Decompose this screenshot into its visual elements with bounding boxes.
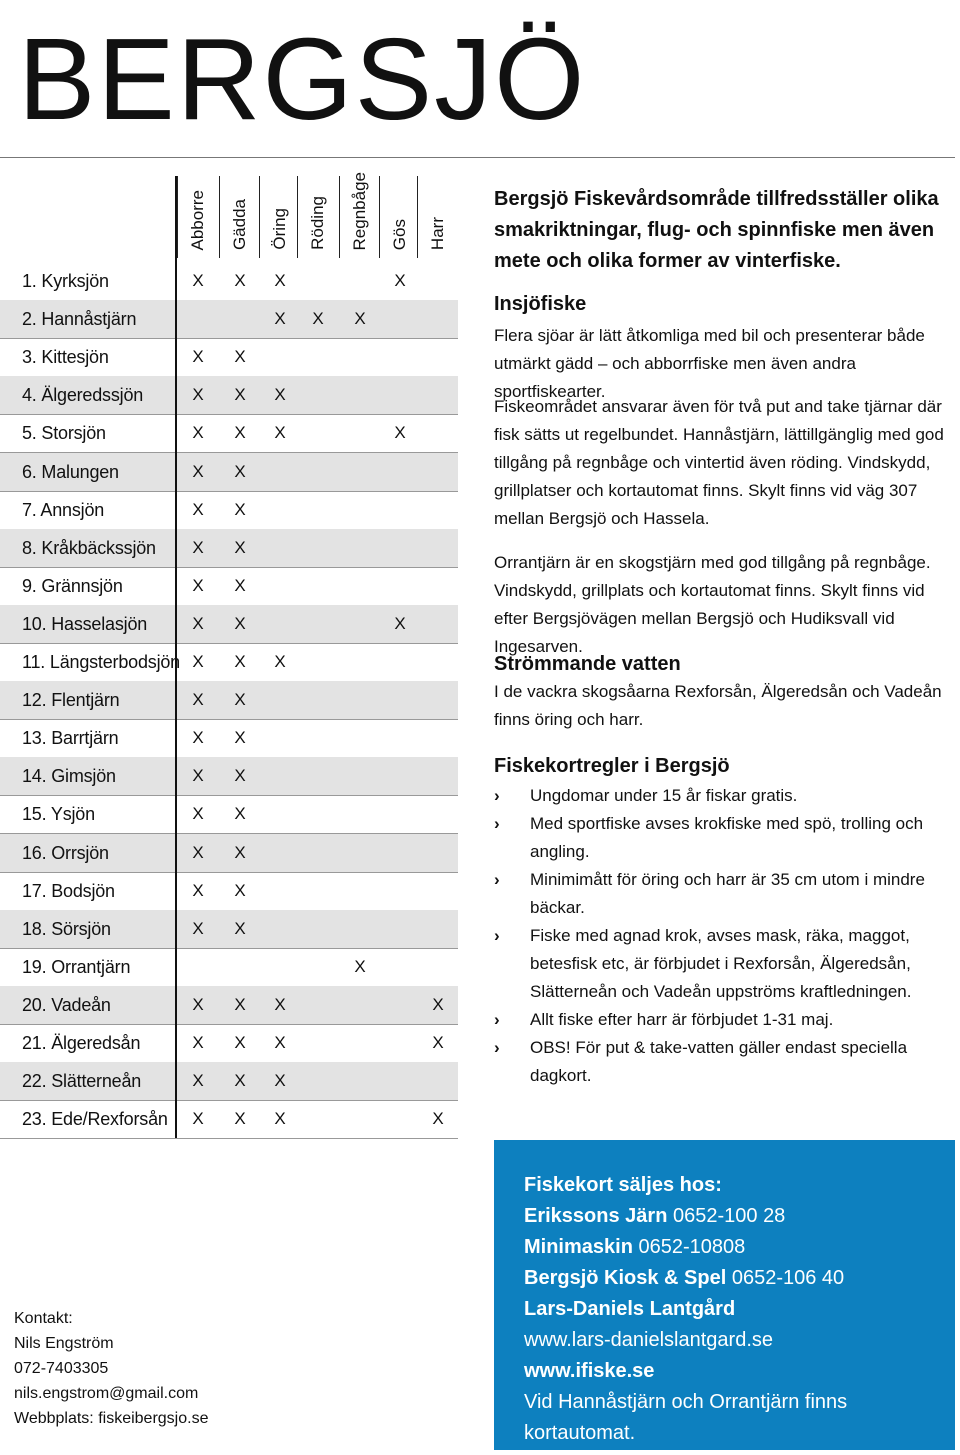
species-mark: X (394, 613, 406, 633)
species-mark: X (274, 385, 286, 405)
column-divider (259, 176, 260, 258)
rule-text: Minimimått för öring och harr är 35 cm utom i mindre bäckar. (530, 870, 925, 917)
species-mark: X (192, 613, 204, 633)
column-divider (379, 176, 380, 258)
table-row (0, 948, 458, 987)
seller-phone: 0652-10808 (638, 1236, 746, 1258)
species-mark: X (394, 271, 406, 290)
sellers-note: Vid Hannåstjärn och Orrantjärn finns kortautomat. (524, 1391, 848, 1444)
column-header (418, 170, 458, 250)
seller-name: Bergsjö Kiosk & Spel (524, 1267, 727, 1289)
species-mark: X (234, 1071, 246, 1091)
lake-name: 3. Kittesjön (22, 347, 109, 368)
lake-name: 7. Annsjön (22, 499, 105, 520)
table-row (0, 529, 458, 568)
chevron-right-icon: › (494, 926, 500, 945)
table-row (0, 1100, 458, 1139)
seller-name: Lars-Daniels Lantgård (524, 1298, 736, 1320)
column-divider (297, 176, 298, 258)
lake-name: 1. Kyrksjön (22, 271, 109, 291)
title-divider (0, 157, 955, 158)
species-mark: X (192, 842, 204, 862)
lake-name: 16. Orrsjön (22, 842, 109, 863)
species-mark: X (234, 690, 246, 710)
species-mark: X (192, 690, 204, 710)
contact-label: Kontakt: (14, 1310, 73, 1327)
lake-name: 6. Malungen (22, 461, 119, 482)
lake-name: 4. Älgeredssjön (22, 385, 144, 406)
rule-text: Ungdomar under 15 år fiskar gratis. (530, 786, 798, 805)
seller-phone: 0652-100 28 (672, 1205, 786, 1227)
column-divider (177, 176, 178, 258)
species-mark: X (192, 766, 204, 786)
seller-name: Erikssons Järn (524, 1205, 668, 1227)
rule-text: Fiske med agnad krok, avses mask, räka, maggot, betesfisk etc, är förbjudet i Rexforsån, Älgeredsån, Slätterneån och Vadeån uppströms kraftledningen. (530, 926, 912, 1001)
seller-url-ifiske[interactable]: www.ifiske.se (524, 1360, 655, 1382)
species-mark: X (234, 918, 246, 938)
table-row (0, 643, 458, 682)
rule-item (494, 866, 954, 922)
species-mark: X (234, 613, 246, 633)
species-mark: X (234, 804, 246, 824)
lake-name: 23. Ede/Rexforsån (22, 1109, 168, 1130)
column-header-label: Harr (428, 216, 447, 250)
species-mark: X (274, 309, 286, 329)
column-divider (339, 176, 340, 258)
species-mark: X (274, 423, 286, 443)
sellers-heading: Fiskekort säljes hos: (524, 1174, 722, 1196)
intro-text: Bergsjö Fiskevårdsområde tillfredsställer olika smakriktningar, flug- och spinnfiske men även mete och olika former av vinterfiske. (494, 188, 939, 272)
column-header-label: Gädda (230, 198, 249, 250)
chevron-right-icon: › (494, 1038, 500, 1057)
species-mark: X (234, 461, 246, 481)
rule-text: Med sportfiske avses krokfiske med spö, trolling och angling. (530, 814, 924, 861)
column-header (298, 170, 338, 250)
species-mark: X (192, 461, 204, 481)
rule-item (494, 1034, 954, 1090)
species-mark: X (192, 347, 204, 367)
table-row (0, 605, 458, 644)
table-row (0, 453, 458, 492)
rule-text: Allt fiske efter harr är förbjudet 1-31 maj. (530, 1010, 834, 1029)
sellers-list (524, 1201, 945, 1325)
species-mark: X (354, 956, 366, 976)
contact-phone: 072-7403305 (14, 1360, 109, 1377)
chevron-right-icon: › (494, 786, 500, 805)
lake-name: 2. Hannåstjärn (22, 309, 137, 330)
species-mark: X (354, 309, 366, 329)
species-mark: X (234, 994, 246, 1014)
table-row (0, 986, 458, 1025)
lake-name: 8. Kråkbäckssjön (22, 537, 156, 558)
strommande-paragraph: I de vackra skogsåarna Rexforsån, Älgeredsån och Vadeån finns öring och harr. (494, 682, 942, 729)
page-title: BERGSJÖ (18, 14, 587, 144)
table-row (0, 910, 458, 949)
species-mark: X (192, 1033, 204, 1052)
column-header-label: Regnbåge (350, 171, 369, 250)
column-header-label: Röding (308, 196, 327, 250)
species-mark: X (234, 423, 246, 443)
column-divider (417, 176, 418, 258)
table-row (0, 757, 458, 796)
lake-name: 20. Vadeån (22, 994, 111, 1015)
rules-heading: Fiskekortregler i Bergsjö (494, 755, 730, 777)
species-mark: X (234, 880, 246, 900)
lake-name: 21. Älgeredsån (22, 1033, 141, 1053)
species-mark: X (432, 1033, 444, 1052)
table-row (0, 1024, 458, 1063)
species-mark: X (192, 499, 204, 519)
species-mark: X (192, 918, 204, 938)
lake-name: 13. Barrtjärn (22, 728, 119, 749)
species-mark: X (234, 728, 246, 748)
species-mark: X (234, 537, 246, 557)
rules-list (494, 782, 954, 1090)
species-mark: X (312, 309, 324, 329)
species-mark: X (234, 575, 246, 595)
rule-item (494, 1006, 954, 1034)
seller-item (524, 1201, 945, 1232)
column-header-label: Öring (270, 208, 289, 250)
species-mark: X (234, 1033, 246, 1052)
species-mark: X (274, 1071, 286, 1091)
insjofiske-paragraph-1: Flera sjöar är lätt åtkomliga med bil och presenterar både utmärkt gädd – och abborrfiske men även andra sportfiskearter. (494, 326, 925, 401)
species-mark: X (192, 1071, 204, 1091)
table-left-divider (175, 176, 177, 1138)
lake-name: 12. Flentjärn (22, 690, 120, 711)
insjofiske-heading: Insjöfiske (494, 293, 587, 315)
species-mark: X (234, 1109, 246, 1129)
insjofiske-paragraph-3: Orrantjärn är en skogstjärn med god tillgång på regnbåge. Vindskydd, grillplats och kortautomat finns. Skylt finns vid efter Bergsjövägen mellan Bergsjö och Hudiksvall vid Ingesarven. (494, 553, 931, 656)
table-row (0, 376, 458, 415)
lake-name: 18. Sörsjön (22, 918, 111, 939)
table-row (0, 338, 458, 377)
species-mark: X (274, 994, 286, 1014)
species-mark: X (234, 499, 246, 519)
rule-item (494, 782, 954, 810)
species-mark: X (192, 1109, 204, 1129)
contact-block (14, 1306, 208, 1431)
species-mark: X (274, 652, 286, 671)
column-header (220, 170, 260, 250)
contact-email[interactable]: nils.engstrom@gmail.com (14, 1385, 199, 1402)
species-mark: X (192, 652, 204, 671)
species-mark: X (192, 385, 204, 405)
table-row (0, 567, 458, 606)
species-mark: X (274, 1033, 286, 1052)
table-row (0, 300, 458, 339)
seller-url-lars-daniels[interactable]: www.lars-danielslantgard.se (524, 1329, 774, 1351)
chevron-right-icon: › (494, 814, 500, 833)
species-mark: X (192, 575, 204, 595)
column-header-label: Gös (390, 218, 409, 250)
seller-item (524, 1232, 945, 1263)
contact-website[interactable]: Webbplats: fiskeibergsjo.se (14, 1410, 209, 1427)
rule-item (494, 810, 954, 866)
chevron-right-icon: › (494, 1010, 500, 1029)
table-row (0, 834, 458, 873)
table-row (0, 719, 458, 758)
species-mark: X (192, 423, 204, 443)
column-header (260, 170, 300, 250)
lake-name: 17. Bodsjön (22, 880, 115, 901)
species-mark: X (192, 271, 204, 290)
column-header (380, 170, 420, 250)
contact-name: Nils Engström (14, 1335, 114, 1352)
species-mark: X (234, 271, 246, 290)
seller-name: Minimaskin (524, 1236, 633, 1258)
lake-name: 5. Storsjön (22, 423, 106, 444)
species-mark: X (192, 880, 204, 900)
table-row (0, 1062, 458, 1101)
lake-name: 19. Orrantjärn (22, 956, 131, 977)
seller-item (524, 1294, 945, 1325)
species-mark: X (394, 423, 406, 443)
species-mark: X (192, 728, 204, 748)
sellers-box (494, 1140, 955, 1450)
lake-name: 14. Gimsjön (22, 766, 116, 787)
species-mark: X (192, 537, 204, 557)
species-mark: X (234, 766, 246, 786)
column-header (178, 170, 218, 250)
lake-name: 11. Längsterbodsjön (22, 652, 180, 672)
table-row (0, 795, 458, 834)
species-mark: X (192, 994, 204, 1014)
species-mark: X (274, 1109, 286, 1129)
column-header-label: Abborre (188, 189, 207, 250)
species-mark: X (432, 1109, 444, 1129)
table-row (0, 491, 458, 530)
column-divider (219, 176, 220, 258)
table-row (0, 872, 458, 911)
species-mark: X (234, 652, 246, 671)
species-mark: X (234, 385, 246, 405)
lake-name: 9. Grännsjön (22, 575, 123, 596)
lake-name: 15. Ysjön (22, 804, 95, 825)
table-row (0, 262, 458, 301)
insjofiske-paragraph-2: Fiskeområdet ansvarar även för två put and take tjärnar där fisk sätts ut regelbundet. Hannåstjärn, lättillgänglig med god tillgång på regnbåge och vintertid även röding. Vindskydd, grillplatser och kortautomat finns. Skylt finns vid väg 307 mellan Bergsjö och Hassela. (494, 397, 944, 528)
table-row (0, 414, 458, 453)
lake-name: 10. Hasselasjön (22, 613, 148, 634)
seller-phone: 0652-106 40 (731, 1267, 845, 1289)
strommande-heading: Strömmande vatten (494, 653, 681, 675)
rule-text: OBS! För put & take-vatten gäller endast speciella dagkort. (530, 1038, 908, 1085)
chevron-right-icon: › (494, 870, 500, 889)
table-row (0, 681, 458, 720)
species-mark: X (274, 271, 286, 290)
column-header (340, 170, 380, 250)
species-mark: X (192, 804, 204, 824)
species-mark: X (234, 347, 246, 367)
species-mark: X (432, 994, 444, 1014)
seller-item (524, 1263, 945, 1294)
rule-item (494, 922, 954, 1006)
species-mark: X (234, 842, 246, 862)
lake-name: 22. Slätterneån (22, 1071, 142, 1092)
